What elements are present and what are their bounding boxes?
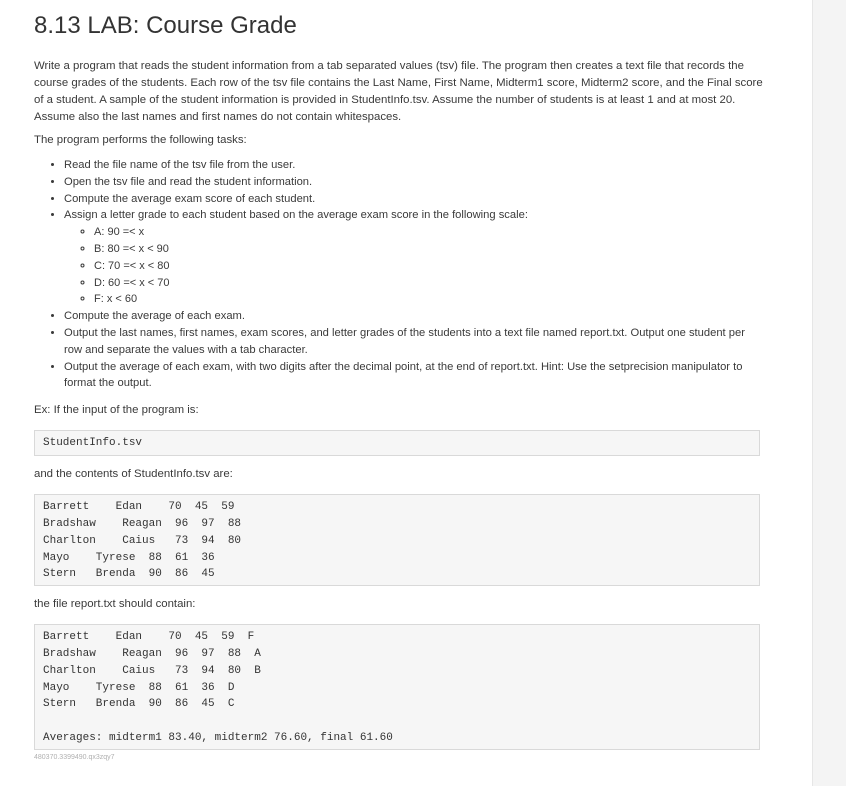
task-item: • Read the file name of the tsv file from the user. <box>64 157 764 174</box>
report-code-text: Barrett Edan 70 45 59 F Bradshaw Reagan 96 97 88 A Charlton Caius 73 94 80 B Mayo Tyrese 88 61 36 D Stern Brenda 90 86 45 C Averages: midterm1 83.40, midterm2 76.60, final 61.60 <box>43 631 393 744</box>
task-list <box>34 157 764 392</box>
tsv-code-block <box>34 494 760 586</box>
grade-scale-item: ◦ D: 60 =< x < 70 <box>94 275 764 292</box>
task-item: • Compute the average exam score of each student. <box>64 191 764 208</box>
footer-id: 480370.3399490.qx3zqy7 <box>34 754 115 762</box>
task-item: • Output the last names, first names, exam scores, and letter grades of the students into a text file named report.txt. Output one student per row and separate the values with a tab character. <box>64 325 764 359</box>
tasks-lead: The program performs the following tasks: <box>34 134 247 146</box>
grade-scale-item: ◦ C: 70 =< x < 80 <box>94 258 764 275</box>
task-item-text: Assign a letter grade to each student based on the average exam score in the following scale: <box>64 209 528 222</box>
example-lead: Ex: If the input of the program is: <box>34 404 199 417</box>
grade-scale-item: ◦ F: x < 60 <box>94 291 764 308</box>
intro-paragraph: Write a program that reads the student information from a tab separated values (tsv) file. The program then creates a text file that records the course grades of the students. Each row of the tsv file contains the Last Name, First Name, Midterm1 score, Midterm2 score, and the Final score of a student. A sample of the student information is provided in StudentInfo.tsv. Assume the number of students is at least 1 and at most 20. Assume also the last names and first names do not contain whitespaces. <box>34 60 763 123</box>
input-code-block <box>34 430 760 456</box>
task-item: • Output the average of each exam, with two digits after the decimal point, at the end of report.txt. Hint: Use the setprecision manipulator to format the output. <box>64 359 764 393</box>
lab-title: 8.13 LAB: Course Grade <box>34 12 297 39</box>
grade-scale-item: ◦ B: 80 =< x < 90 <box>94 241 764 258</box>
report-lead: the file report.txt should contain: <box>34 598 196 611</box>
tsv-code-text: Barrett Edan 70 45 59 Bradshaw Reagan 96 97 88 Charlton Caius 73 94 80 Mayo Tyrese 88 61 36 Stern Brenda 90 86 45 <box>43 501 242 581</box>
input-code-text: StudentInfo.tsv <box>43 437 143 450</box>
tsv-lead: and the contents of StudentInfo.tsv are: <box>34 468 233 481</box>
task-item: • Compute the average of each exam. <box>64 308 764 325</box>
grade-scale-list <box>64 224 764 308</box>
grade-scale-item: ◦ A: 90 =< x <box>94 224 764 241</box>
right-gutter <box>812 0 846 786</box>
lab-content <box>34 0 764 761</box>
task-item <box>64 207 764 308</box>
task-item: • Open the tsv file and read the student information. <box>64 174 764 191</box>
report-code-block <box>34 624 760 750</box>
